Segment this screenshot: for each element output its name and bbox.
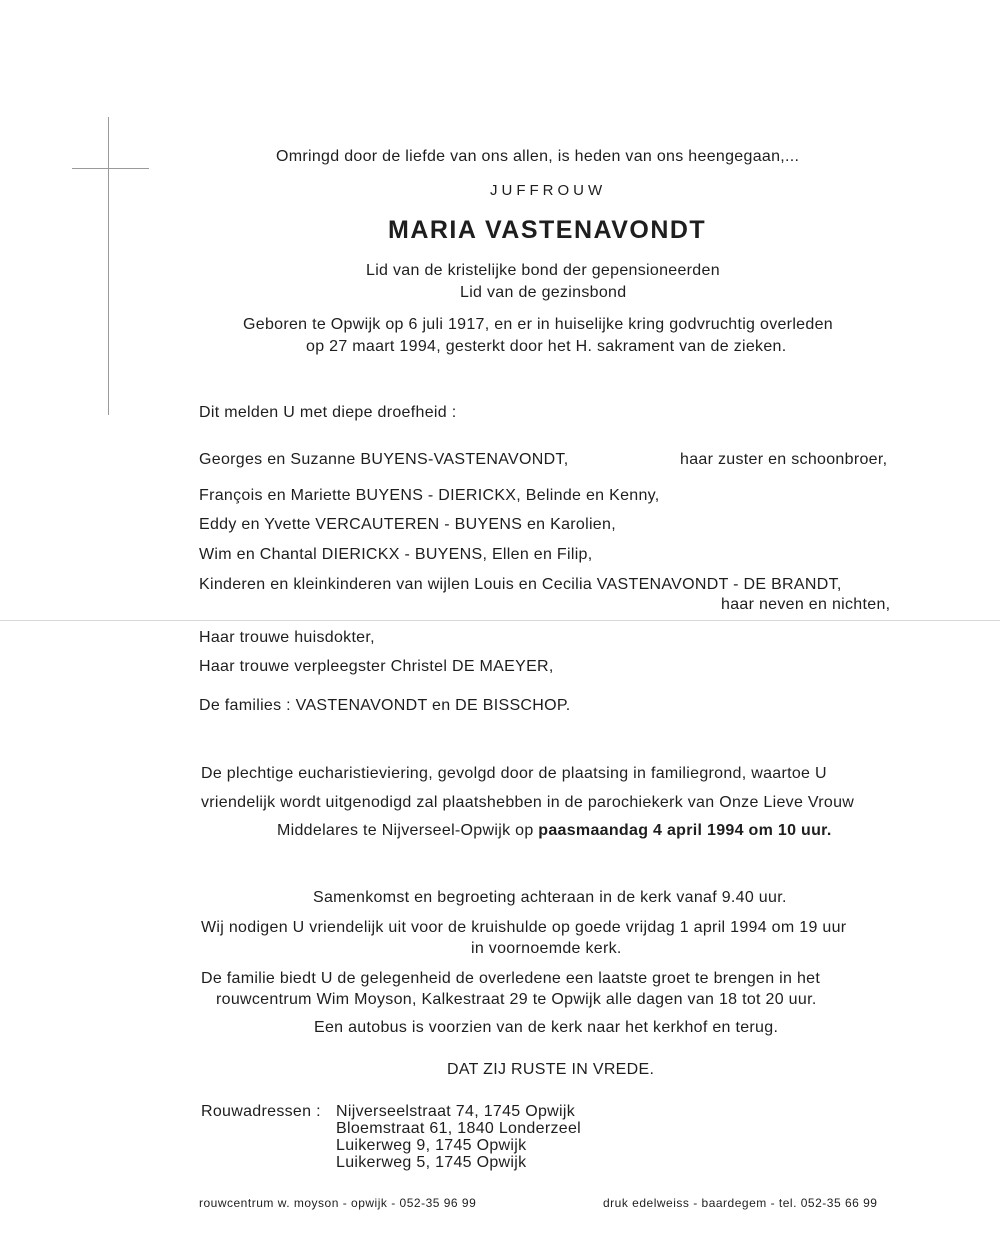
family-line-8: De families : VASTENAVONDT en DE BISSCHOP. <box>199 697 571 714</box>
footer-left: rouwcentrum w. moyson - opwijk - 052-35 96 99 <box>199 1196 477 1210</box>
rest-in-peace: DAT ZIJ RUSTE IN VREDE. <box>447 1061 655 1078</box>
cross-horizontal <box>72 168 149 169</box>
family-role-1: haar zuster en schoonbroer, <box>680 451 888 468</box>
address-3: Luikerweg 9, 1745 Opwijk <box>336 1137 527 1154</box>
family-line-3: Eddy en Yvette VERCAUTEREN - BUYENS en Karolien, <box>199 516 616 533</box>
title-text: JUFFROUW <box>490 182 607 199</box>
family-line-2: François en Mariette BUYENS - DIERICKX, Belinde en Kenny, <box>199 487 660 504</box>
family-role-5: haar neven en nichten, <box>721 596 891 613</box>
family-line-1: Georges en Suzanne BUYENS-VASTENAVONDT, <box>199 451 569 468</box>
info-line-1: Samenkomst en begroeting achteraan in de kerk vanaf 9.40 uur. <box>313 889 787 906</box>
info-line-2b: in voornoemde kerk. <box>471 940 622 957</box>
info-line-4: Een autobus is voorzien van de kerk naar het kerkhof en terug. <box>314 1019 779 1036</box>
born-line-1: Geboren te Opwijk op 6 juli 1917, en er in huiselijke kring godvruchtig overleden <box>243 316 833 333</box>
service-line-2: vriendelijk wordt uitgenodigd zal plaatshebben in de parochiekerk van Onze Lieve Vrouw <box>201 794 855 811</box>
address-1: Nijverseelstraat 74, 1745 Opwijk <box>336 1103 576 1120</box>
service-date: paasmaandag 4 april 1994 om 10 uur. <box>538 822 832 839</box>
membership-1: Lid van de kristelijke bond der gepensioneerden <box>366 262 720 279</box>
info-line-3a: De familie biedt U de gelegenheid de overledene een laatste groet te brengen in het <box>201 970 821 987</box>
fold-line <box>0 620 1000 621</box>
address-2: Bloemstraat 61, 1840 Londerzeel <box>336 1120 582 1137</box>
cross-vertical <box>108 117 109 415</box>
info-line-2a: Wij nodigen U vriendelijk uit voor de kruishulde op goede vrijdag 1 april 1994 om 19 uur <box>201 919 847 936</box>
family-line-6: Haar trouwe huisdokter, <box>199 629 375 646</box>
announce-text: Dit melden U met diepe droefheid : <box>199 404 457 421</box>
footer-right: druk edelweiss - baardegem - tel. 052-35 66 99 <box>603 1196 878 1210</box>
service-line-3 <box>277 822 832 840</box>
service-line-1: De plechtige eucharistieviering, gevolgd door de plaatsing in familiegrond, waartoe U <box>201 765 827 782</box>
family-line-7: Haar trouwe verpleegster Christel DE MAEYER, <box>199 658 554 675</box>
address-4: Luikerweg 5, 1745 Opwijk <box>336 1154 527 1171</box>
info-line-3b: rouwcentrum Wim Moyson, Kalkestraat 29 te Opwijk alle dagen van 18 tot 20 uur. <box>216 991 817 1008</box>
service-line-3-text: Middelares te Nijverseel-Opwijk op <box>277 822 539 839</box>
intro-text: Omringd door de liefde van ons allen, is heden van ons heengegaan,... <box>276 148 800 165</box>
family-line-4: Wim en Chantal DIERICKX - BUYENS, Ellen en Filip, <box>199 546 593 563</box>
deceased-name: MARIA VASTENAVONDT <box>388 216 707 244</box>
addresses-label: Rouwadressen : <box>201 1103 321 1120</box>
family-line-5: Kinderen en kleinkinderen van wijlen Louis en Cecilia VASTENAVONDT - DE BRANDT, <box>199 576 842 593</box>
born-line-2: op 27 maart 1994, gesterkt door het H. sakrament van de zieken. <box>306 338 787 355</box>
membership-2: Lid van de gezinsbond <box>460 284 627 301</box>
